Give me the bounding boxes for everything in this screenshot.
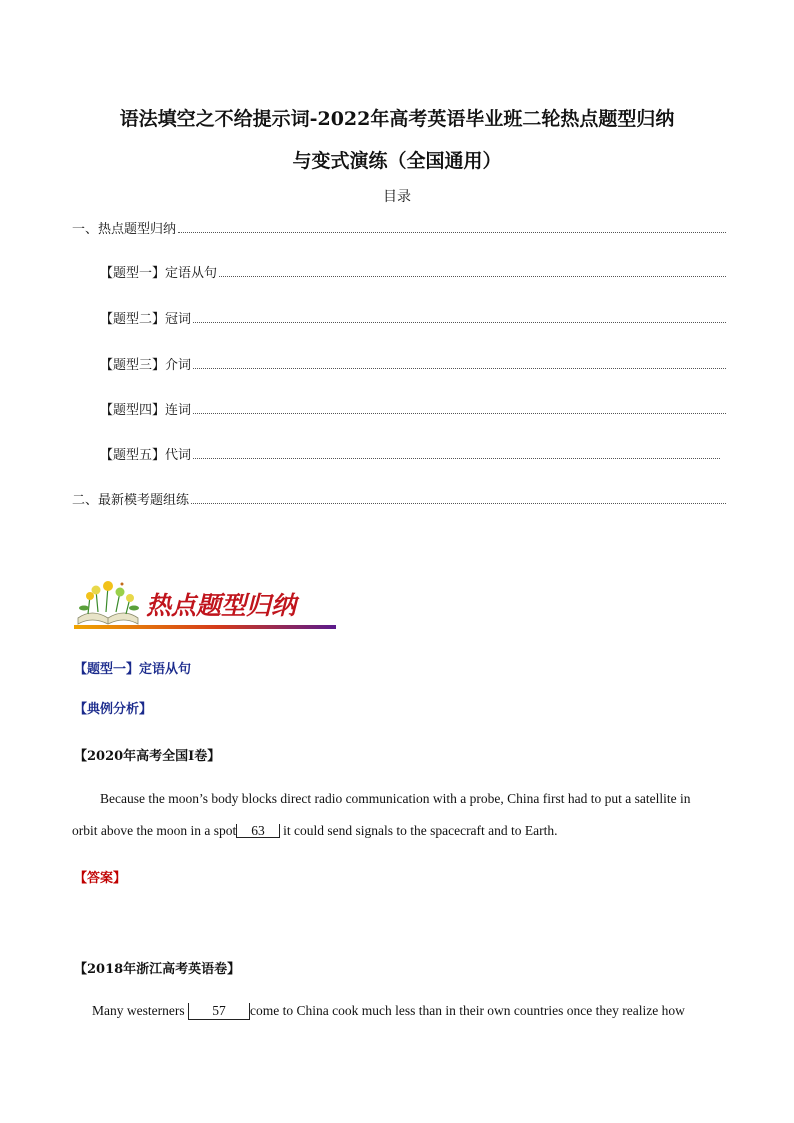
toc-item-label: 一、热点题型归纳 — [72, 222, 177, 237]
toc-leader — [193, 321, 726, 323]
passage1-line2-pre: orbit above the moon in a spot — [72, 823, 237, 838]
toc-item-type2[interactable] — [100, 309, 726, 327]
passage1-line1: Because the moon’s body blocks direct radio communication with a probe, China first had to put a satellite in — [100, 791, 691, 806]
toc-item-label: 【题型五】代词 — [100, 448, 192, 463]
passage1-line2-post: it could send signals to the spacecraft and to Earth. — [283, 823, 558, 838]
toc-item-hot-types[interactable] — [72, 219, 726, 237]
section-banner — [74, 578, 336, 634]
toc-leader — [219, 275, 726, 277]
toc-item-label: 【题型三】介词 — [100, 358, 192, 373]
toc-title: 目录 — [383, 189, 411, 205]
answer-label: 【答案】 — [74, 871, 127, 886]
passage2-line1 — [92, 1003, 685, 1020]
toc-item-type4[interactable] — [100, 400, 726, 418]
toc-leader — [193, 457, 720, 459]
banner-graphic — [74, 578, 336, 634]
section-heading-type1: 【题型一】定语从句 — [74, 662, 192, 677]
toc-item-type1[interactable] — [100, 263, 726, 281]
passage2-pre: Many westerners — [92, 1003, 185, 1018]
toc-item-label: 【题型一】定语从句 — [100, 266, 218, 281]
toc-leader — [178, 231, 726, 233]
exam-source-2020: 【2020年高考全国I卷】 — [74, 749, 221, 764]
section-heading-analysis: 【典例分析】 — [74, 702, 153, 717]
banner-underline — [74, 625, 336, 629]
book-flower-icon — [78, 581, 139, 624]
passage2-post: come to China cook much less than in their own countries once they realize how — [249, 1003, 685, 1018]
toc-item-type3[interactable] — [100, 355, 726, 373]
toc-leader — [191, 502, 726, 504]
blank-57[interactable]: 57 — [188, 1003, 250, 1020]
toc-leader — [193, 367, 726, 369]
exam-source-2018: 【2018年浙江高考英语卷】 — [74, 962, 241, 977]
banner-text: 热点题型归纳 — [146, 591, 297, 620]
document-title-line2: 与变式演练（全国通用） — [292, 150, 502, 172]
toc-leader — [193, 412, 726, 414]
toc-item-label: 【题型四】连词 — [100, 403, 192, 418]
toc-item-mock-exam[interactable] — [72, 490, 726, 508]
toc-item-label: 二、最新模考题组练 — [72, 493, 190, 508]
blank-63[interactable]: 63 — [236, 824, 280, 838]
document-title-line1: 语法填空之不给提示词-2022年高考英语毕业班二轮热点题型归纳 — [119, 108, 675, 130]
toc-item-label: 【题型二】冠词 — [100, 312, 192, 327]
toc-item-type5[interactable] — [100, 445, 720, 463]
passage1-line2 — [72, 823, 558, 839]
